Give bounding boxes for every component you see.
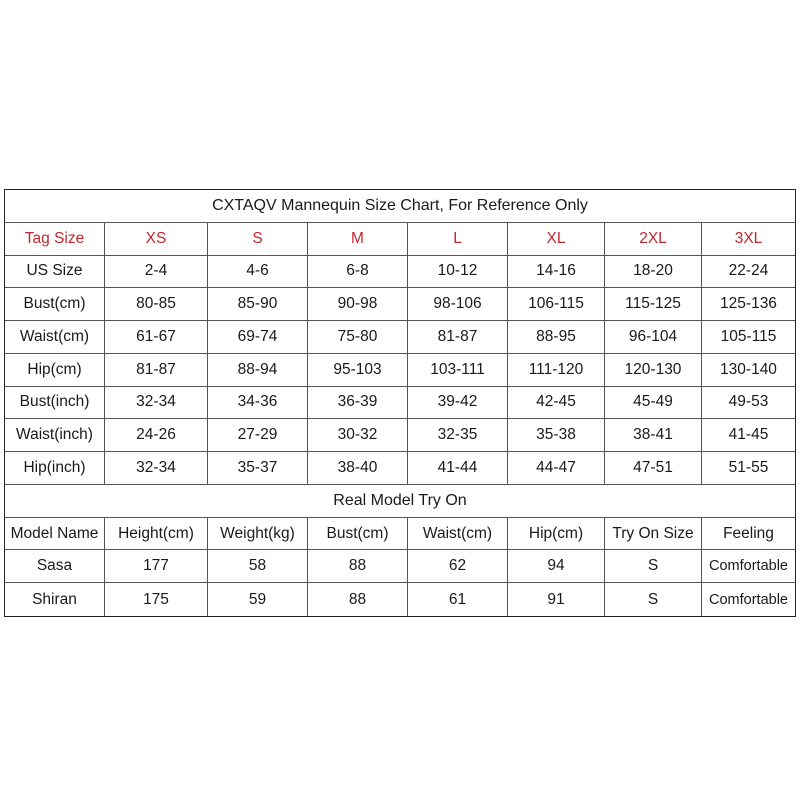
table-cell: 39-42 — [408, 387, 508, 419]
table-cell: S — [605, 583, 702, 616]
header-cell: Tag Size — [5, 223, 105, 255]
header-cell: Waist(cm) — [408, 518, 508, 550]
table-cell: 175 — [105, 583, 208, 616]
header-cell: L — [408, 223, 508, 255]
table-cell: 120-130 — [605, 354, 702, 386]
row-label: Bust(inch) — [5, 387, 105, 419]
row-label: Shiran — [5, 583, 105, 616]
header-cell: Weight(kg) — [208, 518, 308, 550]
table-cell: 105-115 — [720, 327, 777, 345]
header-cell: 3XL — [734, 229, 763, 247]
table-cell: 88 — [308, 550, 408, 582]
table-cell: 36-39 — [308, 387, 408, 419]
table-cell: 6-8 — [308, 256, 408, 288]
table-cell: 38-40 — [308, 452, 408, 484]
table-cell: 106-115 — [508, 288, 605, 320]
table-cell: 177 — [105, 550, 208, 582]
table-row — [5, 256, 795, 289]
table-cell: 51-55 — [728, 459, 769, 476]
table-row — [5, 288, 795, 321]
table-row — [5, 354, 795, 387]
table-cell: 34-36 — [208, 387, 308, 419]
header-cell: Height(cm) — [105, 518, 208, 550]
table-cell: 10-12 — [408, 256, 508, 288]
table-cell: 98-106 — [408, 288, 508, 320]
table-cell: 69-74 — [208, 321, 308, 353]
table-cell: 81-87 — [408, 321, 508, 353]
header-cell: Hip(cm) — [508, 518, 605, 550]
table-cell: 62 — [408, 550, 508, 582]
table-cell: 85-90 — [208, 288, 308, 320]
table-cell: 58 — [208, 550, 308, 582]
table-row — [5, 583, 795, 616]
table-cell: 96-104 — [605, 321, 702, 353]
header-cell: Bust(cm) — [308, 518, 408, 550]
table-cell: 18-20 — [605, 256, 702, 288]
table-row — [5, 550, 795, 583]
table-cell: 88-95 — [508, 321, 605, 353]
chart-title: CXTAQV Mannequin Size Chart, For Reference Only — [5, 190, 795, 223]
table-cell: 47-51 — [605, 452, 702, 484]
table-cell: 130-140 — [720, 360, 777, 378]
row-label: US Size — [5, 256, 105, 288]
table-cell: 115-125 — [605, 288, 702, 320]
row-label: Hip(cm) — [5, 354, 105, 386]
table-cell: 42-45 — [508, 387, 605, 419]
table-cell: 27-29 — [208, 419, 308, 451]
header-cell: XS — [105, 223, 208, 255]
model-header-row — [5, 518, 795, 551]
header-cell: S — [208, 223, 308, 255]
table-cell: Comfortable — [709, 558, 788, 575]
row-label: Hip(inch) — [5, 452, 105, 484]
table-cell: 44-47 — [508, 452, 605, 484]
model-section-title: Real Model Try On — [5, 485, 795, 518]
table-row — [5, 387, 795, 420]
table-cell: 32-34 — [105, 387, 208, 419]
row-label: Bust(cm) — [5, 288, 105, 320]
table-cell: 61 — [408, 583, 508, 616]
table-row — [5, 452, 795, 485]
row-label: Waist(cm) — [5, 321, 105, 353]
table-cell: 91 — [508, 583, 605, 616]
table-cell: 4-6 — [208, 256, 308, 288]
table-cell: S — [605, 550, 702, 582]
table-cell: 32-35 — [408, 419, 508, 451]
table-cell: 2-4 — [105, 256, 208, 288]
table-cell: 95-103 — [308, 354, 408, 386]
table-cell: 80-85 — [105, 288, 208, 320]
table-cell: 45-49 — [605, 387, 702, 419]
header-cell: M — [308, 223, 408, 255]
row-label: Waist(inch) — [5, 419, 105, 451]
table-cell: 32-34 — [105, 452, 208, 484]
header-cell: 2XL — [605, 223, 702, 255]
table-cell: 88 — [308, 583, 408, 616]
table-cell: 94 — [508, 550, 605, 582]
table-row — [5, 419, 795, 452]
table-cell: 81-87 — [105, 354, 208, 386]
table-cell: 30-32 — [308, 419, 408, 451]
header-cell: Feeling — [723, 524, 774, 542]
table-cell: 75-80 — [308, 321, 408, 353]
header-cell: Model Name — [5, 518, 105, 550]
table-cell: 90-98 — [308, 288, 408, 320]
table-cell: 41-45 — [728, 426, 769, 444]
header-cell: XL — [508, 223, 605, 255]
size-chart — [4, 189, 796, 617]
table-cell: 41-44 — [408, 452, 508, 484]
table-cell: 103-111 — [408, 354, 508, 386]
table-cell: 61-67 — [105, 321, 208, 353]
size-header-row — [5, 223, 795, 256]
table-cell: Comfortable — [709, 591, 788, 608]
table-cell: 88-94 — [208, 354, 308, 386]
row-label: Sasa — [5, 550, 105, 582]
table-cell: 49-53 — [728, 393, 769, 411]
table-cell: 59 — [208, 583, 308, 616]
table-cell: 24-26 — [105, 419, 208, 451]
table-cell: 111-120 — [508, 354, 605, 386]
table-cell: 22-24 — [728, 262, 769, 280]
table-cell: 35-38 — [508, 419, 605, 451]
header-cell: Try On Size — [605, 518, 702, 550]
table-cell: 35-37 — [208, 452, 308, 484]
table-row — [5, 321, 795, 354]
table-cell: 125-136 — [720, 295, 777, 313]
table-cell: 38-41 — [605, 419, 702, 451]
table-cell: 14-16 — [508, 256, 605, 288]
